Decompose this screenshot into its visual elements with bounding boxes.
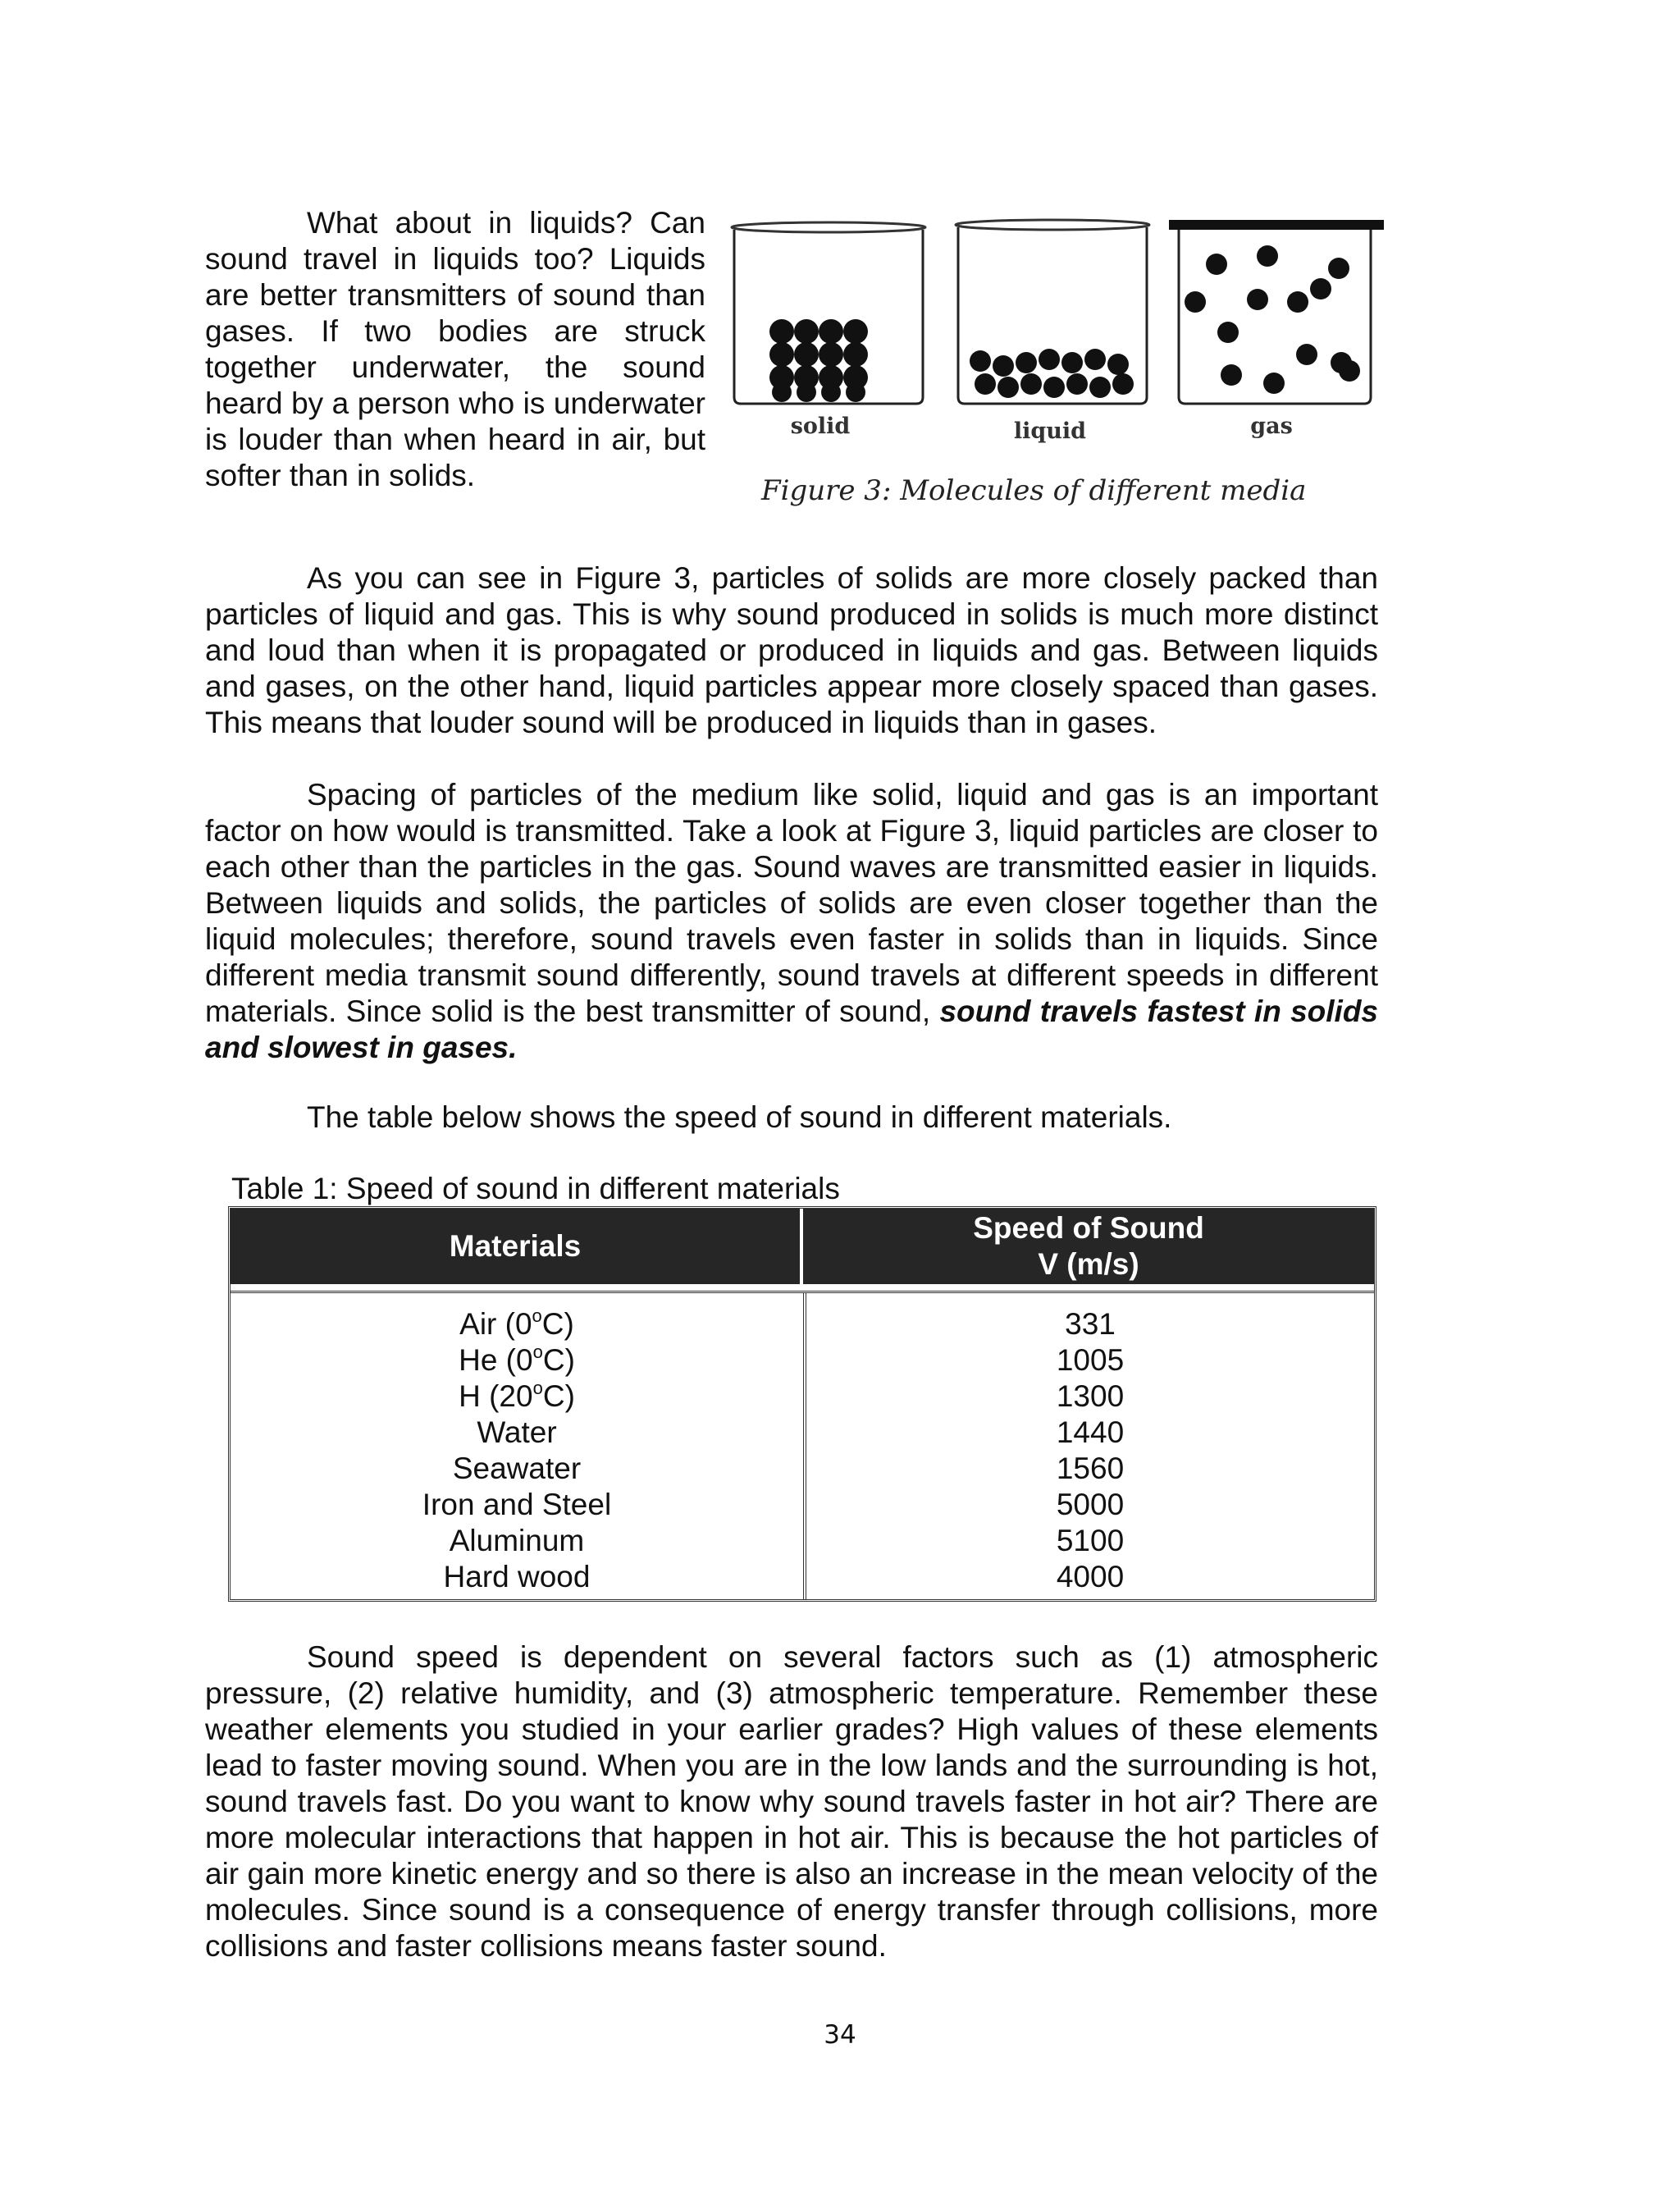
header-speed-line2: V (m/s): [1038, 1247, 1139, 1281]
table-body: [231, 1291, 1374, 1599]
paragraph-4: The table below shows the speed of sound in different materials.: [307, 1100, 1172, 1134]
figure-molecules-diagram: [726, 215, 1390, 519]
table-row-speed: 1005: [1056, 1343, 1125, 1377]
figure-label-liquid: liquid: [1013, 418, 1087, 444]
gas-container: [1169, 220, 1384, 404]
table-row-material: Hard wood: [443, 1560, 591, 1593]
table-row-speed: 1300: [1056, 1379, 1125, 1413]
header-speed: [803, 1209, 1374, 1284]
figure-label-gas: gas: [1250, 414, 1293, 439]
table-row-speed: 1440: [1056, 1415, 1125, 1449]
table-row-material: Water: [477, 1415, 557, 1449]
paragraph-3-emphasis: sound travels fastest in solids and slowest in gases.: [205, 994, 1379, 1064]
figure-caption: Figure 3: Molecules of different media: [761, 474, 1307, 507]
table-header: [231, 1209, 1374, 1284]
table-row-speed: 4000: [1056, 1560, 1125, 1593]
table-row-speed: 1560: [1056, 1452, 1125, 1485]
page-number: 34: [824, 2020, 856, 2050]
speed-of-sound-table: [228, 1206, 1376, 1602]
paragraph-2: As you can see in Figure 3, particles of solids are more closely packed than particles of liquid and gas. This is why sound produced in solids is much more distinct and loud than when it is propagated or produced in liquids and gas. Between liquids and gases, on the other hand, liquid particles appear more closely spaced than gases. This means that louder sound will be produced in liquids than in gases.: [205, 561, 1378, 739]
speed-column: [806, 1306, 1374, 1595]
solid-container: [732, 222, 925, 404]
table-row-speed: 331: [1065, 1307, 1116, 1341]
table-row-material: Air (0$^o$C): [459, 1305, 574, 1341]
paragraph-3: [205, 777, 1378, 1066]
table-row-speed: 5000: [1056, 1488, 1125, 1521]
table-row-material: Seawater: [452, 1452, 582, 1485]
header-speed-line1: Speed of Sound: [973, 1211, 1204, 1245]
header-materials: Materials: [231, 1209, 803, 1284]
intro-paragraph: What about in liquids? Can sound travel in liquids too? Liquids are better transmitters of sound than gases. If two bodies are struck together underwater, the sound heard by a person who is underwater is louder than when heard in air, but softer than in solids.: [205, 206, 705, 492]
materials-column: [231, 1306, 803, 1595]
paragraph-3-text: Spacing of particles of the medium like solid, liquid and gas is an important factor on how would is transmitted. Take a look at Figure 3, liquid particles are closer to each other than the particles in the gas. Sound waves are transmitted easier in liquids. Between liquids and solids, the particles of solids are even closer together than the liquid molecules; therefore, sound travels even faster in solids than in liquids. Since different media transmit sound differently, sound travels at different speeds in different materials. Since solid is the best transmitter of sound,: [205, 778, 1378, 1028]
table-row-material: He (0$^o$C): [459, 1341, 575, 1377]
table-row-material: Iron and Steel: [422, 1488, 612, 1521]
figure-label-solid: solid: [790, 414, 851, 439]
paragraph-5: Sound speed is dependent on several factors such as (1) atmospheric pressure, (2) relative humidity, and (3) atmospheric temperature. Remember these weather elements you studied in your earlier grades? High values of these elements lead to faster moving sound. When you are in the low lands and the surrounding is hot, sound travels fast. Do you want to know why sound travels faster in hot air? There are more molecular interactions that happen in hot air. This is because the hot particles of air gain more kinetic energy and so there is also an increase in the mean velocity of the molecules. Since sound is a consequence of energy transfer through collisions, more collisions and faster collisions means faster sound.: [205, 1640, 1378, 1963]
table-row-speed: 5100: [1056, 1524, 1125, 1557]
liquid-container: [956, 220, 1149, 404]
table-caption: Table 1: Speed of sound in different materials: [231, 1172, 840, 1205]
table-row-material: Aluminum: [449, 1524, 585, 1557]
table-row-material: H (20$^o$C): [459, 1377, 575, 1413]
